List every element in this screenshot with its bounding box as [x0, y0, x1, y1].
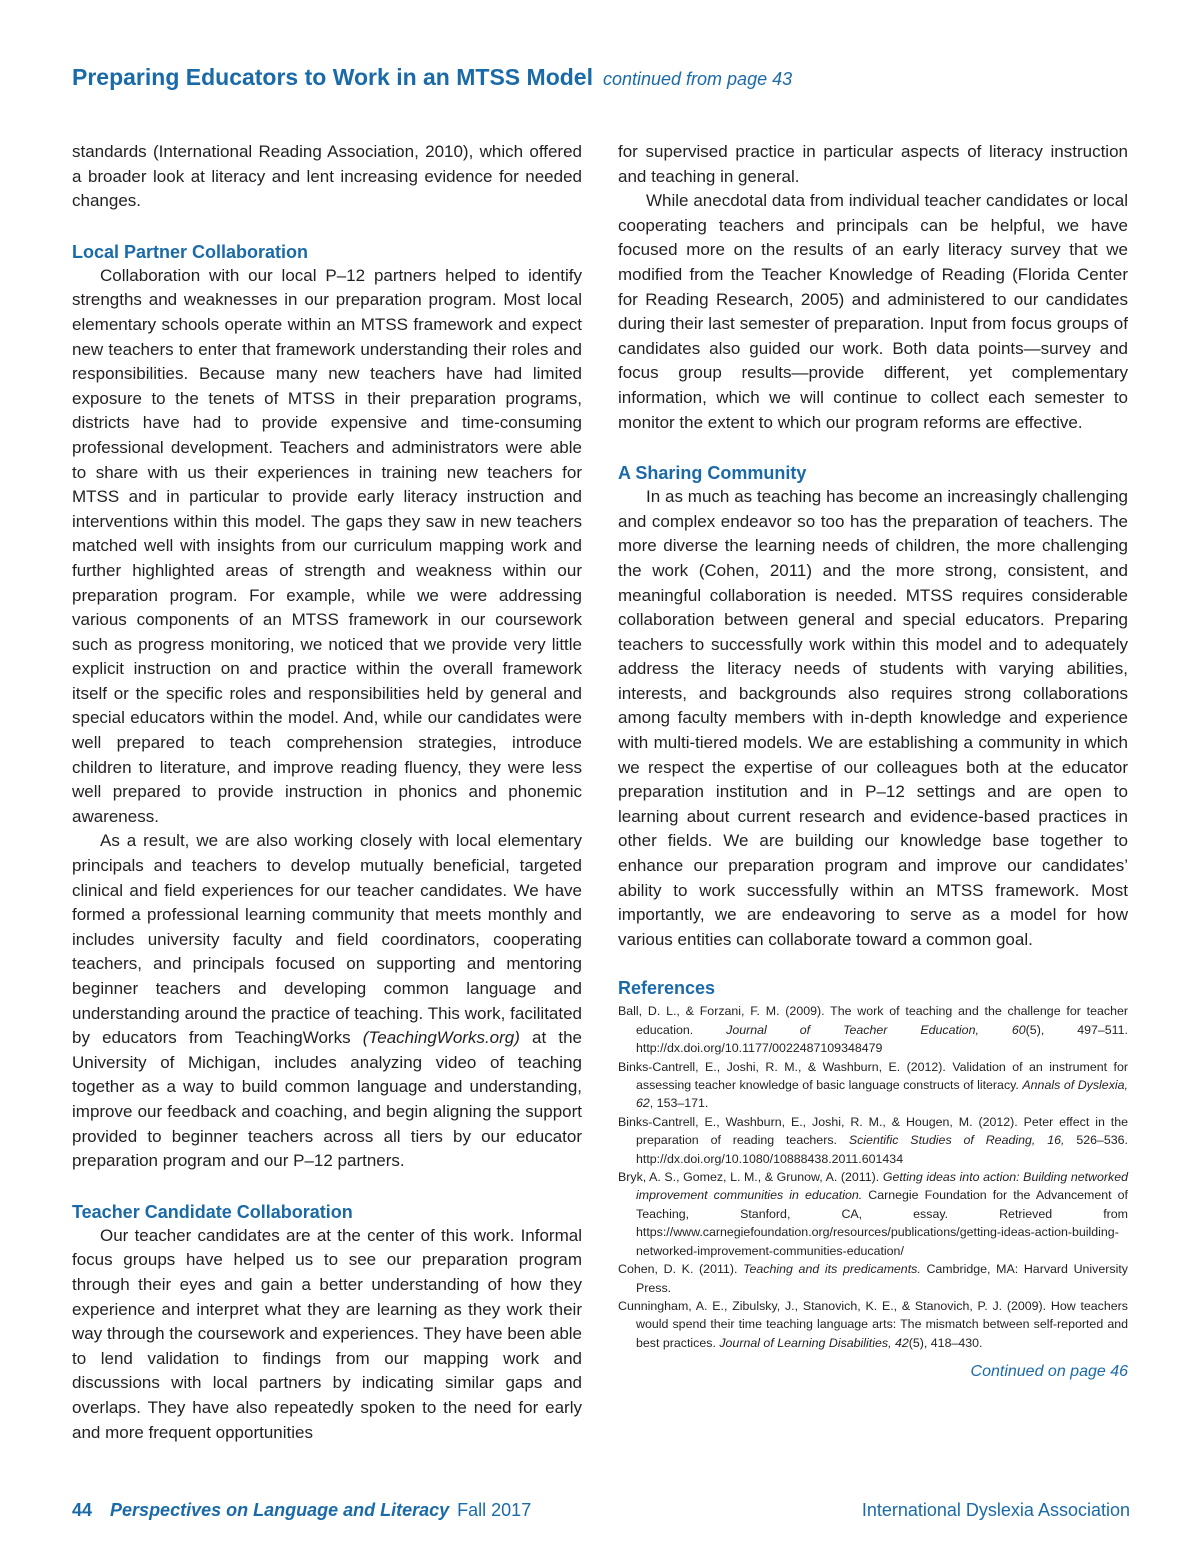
heading-references: References — [618, 978, 716, 999]
reference-source: Journal of Learning Disabilities, 42 — [719, 1335, 909, 1350]
issue-season: Fall 2017 — [457, 1500, 532, 1520]
reference-item — [618, 1168, 1128, 1260]
reference-source: Annals of Dyslexia, 62 — [636, 1078, 1128, 1111]
page-header — [72, 64, 1132, 91]
reference-list — [618, 1002, 1128, 1352]
left-column — [72, 140, 582, 1445]
reference-authors: Cunningham, A. E., Zibulsky, J., Stanovich, K. E., & Stanovich, P. J. (2009). How teachers would spend their time teaching language arts: The mismatch between self-reported and best practices. — [618, 1298, 1128, 1350]
heading-teacher-candidate-collaboration: Teacher Candidate Collaboration — [72, 1201, 353, 1222]
reference-details: (5), 497–511. http://dx.doi.org/10.1177/0022487109348479 — [636, 1022, 1128, 1056]
reference-item — [618, 1113, 1128, 1168]
reference-authors: Bryk, A. S., Gomez, L. M., & Grunow, A. (2011). — [618, 1170, 883, 1185]
reference-authors: Binks-Cantrell, E., Washburn, E., Joshi, R. M., & Hougen, M. (2012). Peter effect in the preparation of reading teachers. — [618, 1114, 1128, 1148]
reference-source: Journal of Teacher Education, 60 — [726, 1022, 1026, 1037]
right-column — [618, 140, 1128, 1385]
journal-title: Perspectives on Language and Literacy — [110, 1500, 450, 1520]
article-title: Preparing Educators to Work in an MTSS Model — [72, 64, 593, 90]
continued-on-note: Continued on page 46 — [970, 1363, 1128, 1381]
reference-item — [618, 1058, 1128, 1113]
continued-from-note: continued from page 43 — [602, 69, 793, 89]
reference-source: Scientific Studies of Reading, 16, — [848, 1133, 1065, 1148]
reference-item — [618, 1002, 1128, 1057]
reference-details: Cambridge, MA: Harvard University Press. — [636, 1262, 1128, 1295]
text-run: at the University of Michigan, includes analyzing video of teaching together as a way to build common language and understanding, improve our feedback and coaching, and begin aligning the support provided to beginner teachers across all tiers by our educator preparation program and our P–12 partners. — [72, 1028, 582, 1171]
paragraph: In as much as teaching has become an increasingly challenging and complex endeavor so too has the preparation of teachers. The more diverse the learning needs of children, the more challenging the work (Cohen, 2011) and the more strong, consistent, and meaningful collaboration is needed. MTSS requires considerable collaboration between general and special educators. Preparing teachers to successfully work within this model and to adequately address the literacy needs of students with varying abilities, interests, and backgrounds also requires strong collaborations among faculty members with in-depth knowledge and experience with multi-tiered models. We are establishing a community in which we respect the expertise of our colleagues both at the educator preparation institution and in P–12 settings and are open to learning about current research and evidence-based practices in other fields. We are building our knowledge base together to enhance our preparation program and improve our candidates’ ability to work successfully within an MTSS framework. Most importantly, we are endeavoring to serve as a model for how various entities can collaborate toward a common goal. — [618, 487, 1128, 949]
reference-details: Carnegie Foundation for the Advancement of Teaching, Stanford, CA, essay. Retrieved from https://www.carnegiefoundation.org/resources/publications/getting-ideas-action-building-networked-improvement-communities-education/ — [636, 1188, 1129, 1258]
reference-details: 526–536. http://dx.doi.org/10.1080/10888438.2011.601434 — [636, 1133, 1128, 1166]
intro-paragraph: standards (International Reading Association, 2010), which offered a broader look at literacy and lent increasing evidence for needed changes. — [72, 142, 582, 211]
reference-authors: Ball, D. L., & Forzani, F. M. (2009). The work of teaching and the challenge for teacher education. — [618, 1004, 1128, 1037]
reference-authors: Binks-Cantrell, E., Joshi, R. M., & Washburn, E. (2012). Validation of an instrument for assessing teacher knowledge of basic language constructs of literacy. — [618, 1059, 1128, 1093]
reference-details: (5), 418–430. — [908, 1335, 983, 1350]
reference-authors: Cohen, D. K. (2011). — [618, 1262, 744, 1277]
heading-a-sharing-community: A Sharing Community — [618, 463, 807, 484]
paragraph: Collaboration with our local P–12 partners helped to identify strengths and weaknesses in our preparation program. Most local elementary schools operate within an MTSS framework and expect new teachers to enter that framework understanding their roles and responsibilities. Because many new teachers have had limited exposure to the tenets of MTSS in their preparation programs, districts have had to provide expensive and time-consuming professional development. Teachers and administrators were able to share with us their experiences in training new teachers for MTSS and in particular to provide early literacy instruction and interventions within this model. The gaps they saw in new teachers matched well with insights from our curriculum mapping work and further highlighted areas of strength and weakness within our preparation program. For example, while we were addressing various components of an MTSS framework in our coursework such as progress monitoring, we noticed that we provide very little explicit instruction on and practice within the overall framework itself or the specific roles and responsibilities held by general and special educators within the model. And, while our candidates were well prepared to teach comprehension strategies, introduce children to literature, and improve reading fluency, they were less well prepared to provide instruction in phonics and phonemic awareness. — [72, 265, 582, 826]
paragraph: Our teacher candidates are at the center of this work. Informal focus groups have helped us to see our preparation program through their eyes and gain a better understanding of how they experience and interpret what they are learning as they work their way through the coursework and experiences. They have been able to lend validation to findings from our mapping work and discussions with local partners by indicating similar gaps and overlaps. They have also repeatedly spoken to the need for early and more frequent opportunities — [72, 1225, 583, 1442]
reference-details: , 153–171. — [649, 1096, 709, 1111]
page-number: 44 — [72, 1500, 93, 1520]
organization-name: International Dyslexia Association — [861, 1500, 1130, 1520]
heading-local-partner-collaboration: Local Partner Collaboration — [72, 241, 309, 262]
paragraph: for supervised practice in particular aspects of literacy instruction and teaching in general. — [618, 142, 1128, 186]
teachingworks-link-text: (TeachingWorks.org) — [362, 1028, 520, 1048]
reference-source: Teaching and its predicaments. — [743, 1262, 921, 1277]
reference-item — [618, 1260, 1128, 1297]
text-run: As a result, we are also working closely with local elementary principals and teachers to develop mutually beneficial, targeted clinical and field experiences for our teacher candidates. We have formed a professional learning community that meets monthly and includes university faculty and field coordinators, cooperating teachers, and principals focused on supporting and mentoring beginner teachers and developing common language and understanding around the practice of teaching. This work, facilitated by educators from TeachingWorks — [72, 831, 582, 1048]
reference-source: Getting ideas into action: Building networked improvement communities in education. — [636, 1170, 1129, 1203]
paragraph: While anecdotal data from individual teacher candidates or local cooperating teachers and principals can be helpful, we have focused more on the results of an early literacy survey that we modified from the Teacher Knowledge of Reading (Florida Center for Reading Research, 2005) and administered to our candidates during their last semester of preparation. Input from focus groups of candidates also guided our work. Both data points—survey and focus group results—provide different, yet complementary information, which we will continue to collect each semester to monitor the extent to which our program reforms are effective. — [618, 191, 1128, 432]
paragraph — [72, 829, 582, 1173]
page-footer — [72, 1500, 1130, 1526]
reference-item — [618, 1297, 1128, 1352]
